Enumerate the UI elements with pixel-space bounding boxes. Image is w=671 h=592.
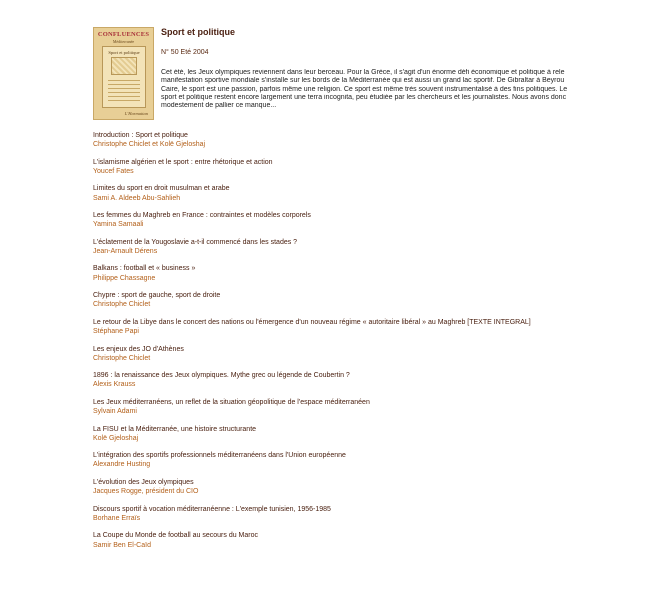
toc-entry: [93, 345, 653, 372]
article-author-link[interactable]: Christophe Chiclet: [93, 354, 151, 362]
table-of-contents: [93, 131, 653, 558]
description-line: Caire, le sport est une passion, parfois même une religion. Ce sport est même très souvent instrumentalisé à des fins politiques. Le: [161, 85, 568, 93]
article-title-link[interactable]: La Coupe du Monde de football au secours du Maroc: [93, 532, 258, 540]
article-author-link[interactable]: Alexis Krauss: [93, 381, 136, 389]
article-author-link[interactable]: Stéphane Papi: [93, 328, 139, 336]
article-title-link[interactable]: L'évolution des Jeux olympiques: [93, 478, 194, 486]
article-author-link[interactable]: Samir Ben El-Caïd: [93, 541, 151, 549]
article-title-link[interactable]: L'intégration des sportifs professionnels méditerranéens dans l'Union européenne: [93, 452, 346, 460]
toc-entry: [93, 264, 653, 291]
article-author-link[interactable]: Jean-Arnault Dérens: [93, 247, 158, 255]
toc-entry: [93, 184, 653, 211]
toc-entry: [93, 158, 653, 185]
description-line: manifestation sportive mondiale s'installe sur les bords de la Méditerranée qui est aussi un grand lac sportif. De Gibraltar à Beyrou: [161, 77, 565, 85]
toc-entry: [93, 131, 653, 158]
toc-entry: [93, 238, 653, 265]
article-title-link[interactable]: Limites du sport en droit musulman et arabe: [93, 185, 230, 193]
article-title-link[interactable]: Les femmes du Maghreb en France : contraintes et modèles corporels: [93, 212, 311, 220]
cover-subtitle: Méditerranée: [112, 39, 135, 44]
toc-entry: [93, 291, 653, 318]
article-author-link[interactable]: Borhane Erraïs: [93, 514, 141, 522]
article-title-link[interactable]: L'islamisme algérien et le sport : entre rhétorique et action: [93, 158, 273, 166]
cover-brand: CONFLUENCES: [97, 31, 150, 38]
description-line: modestement de pallier ce manque...: [161, 102, 277, 110]
article-title-link[interactable]: Les enjeux des JO d'Athènes: [93, 345, 184, 353]
cover-publisher: L'Harmattan: [124, 111, 148, 116]
cover-image[interactable]: [93, 27, 154, 120]
cover-illustration: [111, 57, 137, 75]
article-author-link[interactable]: Youcef Fates: [93, 167, 134, 175]
article-author-link[interactable]: Christophe Chiclet et Kolë Gjeloshaj: [93, 141, 206, 149]
toc-entry: [93, 371, 653, 398]
cover-inner-title: Sport et politique: [108, 50, 140, 55]
cover-text-lines: [108, 80, 140, 102]
article-author-link[interactable]: Philippe Chassagne: [93, 274, 156, 282]
toc-entry: [93, 398, 653, 425]
toc-entry: [93, 531, 653, 558]
toc-entry: [93, 505, 653, 532]
description-line: sport et politique restent encore largement une terra incognita, peu étudiée par les chercheurs et les journalistes. Nous avons donc: [161, 93, 567, 101]
cover-inner-panel: [102, 46, 146, 108]
description-line: Cet été, les Jeux olympiques reviennent dans leur berceau. Pour la Grèce, il s'agit d'un énorme défi économique et politique à rele: [161, 69, 565, 76]
article-title-link[interactable]: La FISU et la Méditerranée, une histoire structurante: [93, 425, 257, 433]
article-title-link[interactable]: Balkans : football et « business »: [93, 265, 196, 273]
toc-entry: [93, 451, 653, 478]
article-title-link[interactable]: L'éclatement de la Yougoslavie a-t-il commencé dans les stades ?: [93, 238, 298, 246]
issue-number: N° 50 Eté 2004: [161, 49, 209, 56]
article-title-link[interactable]: Chypre : sport de gauche, sport de droite: [93, 292, 221, 300]
toc-entry: [93, 478, 653, 505]
article-title-link[interactable]: Les Jeux méditerranéens, un reflet de la situation géopolitique de l'espace méditerranéen: [93, 398, 370, 406]
article-title-link[interactable]: Le retour de la Libye dans le concert des nations ou l'émergence d'un nouveau régime « autoritaire libéral » au Maghreb [TEXTE INTEGRAL]: [93, 318, 531, 326]
article-title-link[interactable]: 1896 : la renaissance des Jeux olympiques. Mythe grec ou légende de Coubertin ?: [93, 372, 350, 380]
article-title-link[interactable]: Introduction : Sport et politique: [93, 132, 188, 139]
article-author-link[interactable]: Yamina Samaali: [93, 221, 144, 229]
page-title: Sport et politique: [161, 27, 235, 37]
article-author-link[interactable]: Alexandre Husting: [93, 461, 151, 469]
toc-entry: [93, 318, 653, 345]
toc-entry: [93, 425, 653, 452]
article-author-link[interactable]: Sylvain Adami: [93, 408, 137, 416]
article-author-link[interactable]: Kolë Gjeloshaj: [93, 434, 139, 442]
article-author-link[interactable]: Christophe Chiclet: [93, 301, 151, 309]
article-author-link[interactable]: Sami A. Aldeeb Abu-Sahlieh: [93, 194, 181, 202]
article-title-link[interactable]: Discours sportif à vocation méditerranéenne : L'exemple tunisien, 1956-1985: [93, 505, 331, 513]
issue-header: [161, 27, 623, 110]
issue-description: [161, 69, 623, 110]
article-author-link[interactable]: Jacques Rogge, président du CIO: [93, 488, 199, 496]
toc-entry: [93, 211, 653, 238]
